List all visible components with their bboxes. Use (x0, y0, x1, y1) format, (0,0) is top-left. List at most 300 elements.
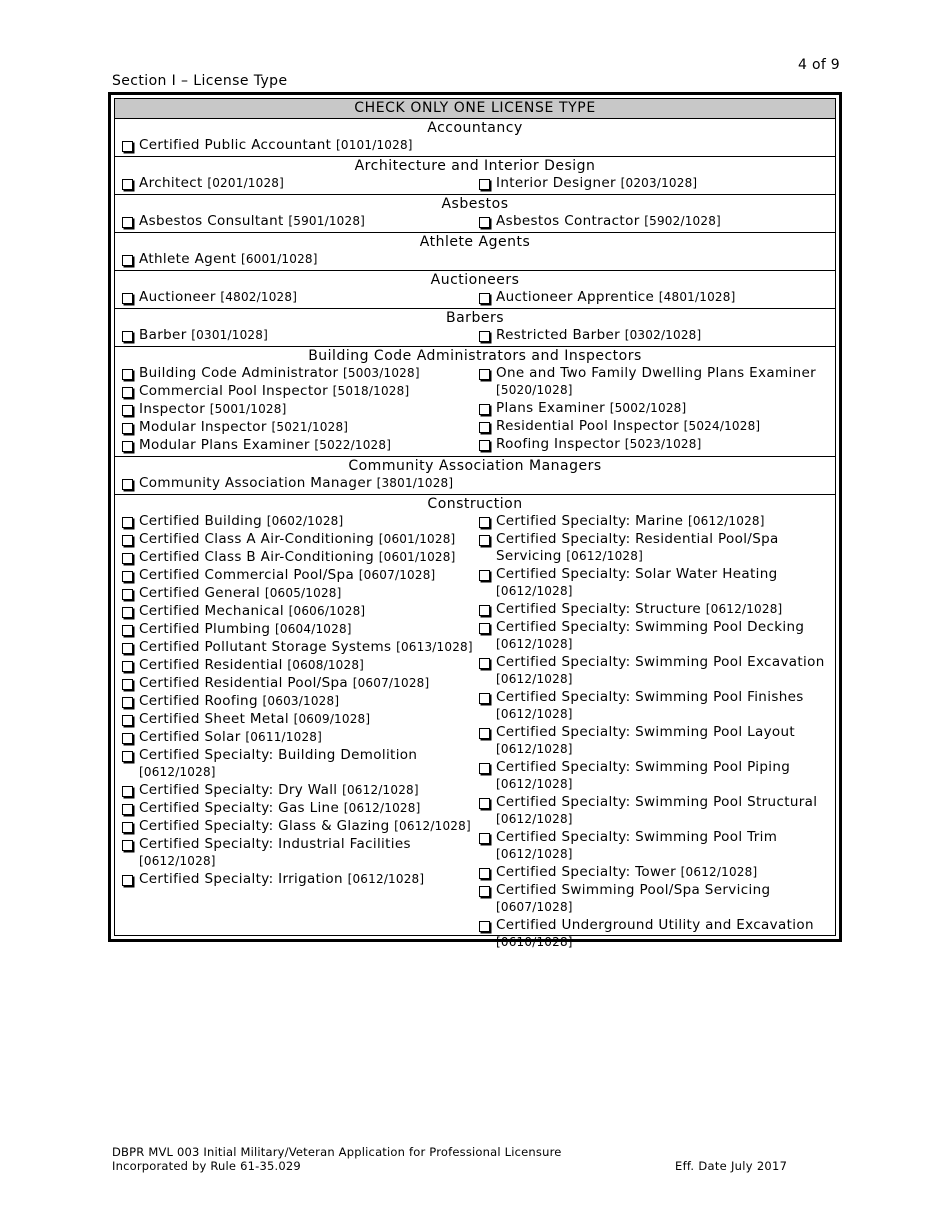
license-label: Certified Specialty: Gas Line (139, 800, 340, 816)
license-code: [0601/1028] (378, 532, 456, 546)
checkbox-icon[interactable] (479, 570, 490, 581)
license-code: [3801/1028] (376, 476, 454, 490)
group-title: Athlete Agents (419, 234, 531, 250)
column-left (115, 175, 478, 193)
license-code: [0604/1028] (275, 622, 352, 636)
license-code: [0607/1028] (496, 900, 573, 914)
license-option[interactable] (478, 213, 835, 230)
license-label: Certified Public Accountant (139, 137, 332, 153)
checkbox-icon[interactable] (479, 605, 490, 616)
license-code: [0612/1028] (496, 707, 573, 721)
license-code: [0302/1028] (624, 328, 702, 342)
license-label: Commercial Pool Inspector (139, 383, 328, 399)
license-option[interactable] (121, 657, 478, 674)
license-option-text (139, 603, 478, 620)
license-code: [0610/1028] (496, 935, 573, 949)
license-option[interactable] (478, 759, 835, 793)
license-label: Auctioneer (139, 289, 216, 305)
footer-rule: Incorporated by Rule 61-35.029 (112, 1159, 301, 1173)
license-option-text (496, 882, 835, 916)
footer-effective-date: Eff. Date July 2017 (675, 1159, 788, 1173)
checkbox-icon[interactable] (479, 658, 490, 669)
license-option[interactable] (121, 639, 478, 656)
checkbox-icon[interactable] (122, 840, 133, 851)
license-option[interactable] (121, 585, 478, 602)
license-code: [0602/1028] (266, 514, 344, 528)
license-option-text (139, 327, 478, 344)
license-label: Roofing Inspector (496, 436, 621, 452)
license-label: Certified Specialty: Marine (496, 513, 684, 529)
checkbox-icon[interactable] (122, 141, 133, 152)
group-title: Auctioneers (430, 272, 520, 288)
license-option-text (496, 566, 835, 600)
checkbox-icon[interactable] (479, 293, 490, 304)
license-code: [0203/1028] (620, 176, 698, 190)
license-code: [0613/1028] (396, 640, 473, 654)
license-code: [5021/1028] (271, 420, 349, 434)
license-option[interactable] (121, 327, 478, 344)
checkbox-icon[interactable] (122, 479, 133, 490)
checkbox-icon[interactable] (479, 517, 490, 528)
license-groups (115, 119, 835, 953)
license-option-text (139, 401, 478, 418)
section-title: Section I – License Type (112, 73, 288, 89)
license-option[interactable] (478, 436, 835, 453)
column-right (478, 137, 835, 155)
license-option[interactable] (478, 917, 835, 951)
license-option-text (139, 365, 478, 382)
license-option[interactable] (121, 383, 478, 400)
license-option-text (496, 759, 835, 793)
license-option-text (496, 531, 835, 565)
license-option[interactable] (121, 549, 478, 566)
license-option-text (139, 836, 478, 870)
license-option-text (139, 383, 478, 400)
license-option[interactable] (121, 365, 478, 382)
license-label: Certified Specialty: Dry Wall (139, 782, 338, 798)
license-label: Certified Building (139, 513, 263, 529)
license-label: Certified Specialty: Swimming Pool Finishes (496, 689, 804, 705)
checkbox-icon[interactable] (479, 763, 490, 774)
group-title: Barbers (446, 310, 504, 326)
license-label: Residential Pool Inspector (496, 418, 679, 434)
license-option[interactable] (478, 601, 835, 618)
license-code: [0608/1028] (287, 658, 365, 672)
license-option-text (139, 437, 478, 454)
license-type-table (114, 98, 836, 949)
license-option-text (139, 693, 478, 710)
license-code: [0612/1028] (394, 819, 471, 833)
license-option[interactable] (121, 800, 478, 817)
license-code: [5020/1028] (496, 383, 573, 397)
license-code: [0612/1028] (566, 549, 643, 563)
license-code: [0612/1028] (496, 637, 573, 651)
license-option[interactable] (478, 794, 835, 828)
checkbox-icon[interactable] (479, 833, 490, 844)
column-right (478, 213, 835, 231)
license-option-text (139, 729, 478, 746)
checkbox-icon[interactable] (479, 868, 490, 879)
column-left (115, 137, 478, 155)
license-option[interactable] (121, 137, 478, 154)
license-option-text (139, 675, 478, 692)
license-code: [5024/1028] (683, 419, 761, 433)
license-label: Certified Specialty: Irrigation (139, 871, 343, 887)
page-number: 4 of 9 (798, 57, 841, 73)
license-code: [0612/1028] (687, 514, 765, 528)
column-left (115, 327, 478, 345)
checkbox-icon[interactable] (122, 571, 133, 582)
license-code: [0606/1028] (288, 604, 366, 618)
license-option[interactable] (478, 864, 835, 881)
column-left (115, 213, 478, 231)
checkbox-icon[interactable] (479, 422, 490, 433)
license-label: Certified Pollutant Storage Systems (139, 639, 392, 655)
column-right (478, 365, 835, 455)
license-option[interactable] (121, 289, 478, 306)
license-option[interactable] (478, 619, 835, 653)
license-label: One and Two Family Dwelling Plans Examiner (496, 365, 817, 381)
license-option-text (496, 175, 835, 192)
checkbox-icon[interactable] (479, 798, 490, 809)
license-group-building (115, 347, 835, 457)
license-label: Certified Class B Air-Conditioning (139, 549, 375, 565)
checkbox-icon[interactable] (122, 589, 133, 600)
license-option[interactable] (478, 327, 835, 344)
column-right (478, 289, 835, 307)
checkbox-icon[interactable] (122, 535, 133, 546)
license-label: Barber (139, 327, 187, 343)
license-code: [5022/1028] (314, 438, 392, 452)
license-label: Inspector (139, 401, 206, 417)
license-option-text (496, 917, 835, 951)
license-label: Certified Underground Utility and Excavation (496, 917, 814, 933)
license-option-text (496, 654, 835, 688)
checkbox-icon[interactable] (122, 679, 133, 690)
license-option-text (139, 639, 478, 656)
license-option-text (139, 175, 478, 192)
group-title: Construction (427, 496, 523, 512)
checkbox-icon[interactable] (122, 423, 133, 434)
license-option[interactable] (121, 871, 478, 888)
checkbox-icon[interactable] (122, 643, 133, 654)
checkbox-icon[interactable] (122, 441, 133, 452)
license-label: Asbestos Contractor (496, 213, 640, 229)
license-option[interactable] (121, 419, 478, 436)
license-option-text (496, 724, 835, 758)
license-code: [0612/1028] (496, 742, 573, 756)
license-option[interactable] (121, 251, 478, 268)
license-code: [5901/1028] (288, 214, 366, 228)
license-option[interactable] (121, 747, 478, 781)
license-option-text (496, 327, 835, 344)
license-label: Certified Specialty: Swimming Pool Structural (496, 794, 818, 810)
form-header: CHECK ONLY ONE LICENSE TYPE (115, 99, 835, 119)
license-option[interactable] (121, 621, 478, 638)
checkbox-icon[interactable] (479, 623, 490, 634)
checkbox-icon[interactable] (122, 751, 133, 762)
license-option[interactable] (478, 513, 835, 530)
license-option[interactable] (121, 531, 478, 548)
checkbox-icon[interactable] (122, 387, 133, 398)
license-code: [0612/1028] (496, 777, 573, 791)
checkbox-icon[interactable] (122, 553, 133, 564)
license-code: [0201/1028] (207, 176, 285, 190)
license-option-text (139, 531, 478, 548)
license-option-text (496, 829, 835, 863)
license-option[interactable] (478, 654, 835, 688)
checkbox-icon[interactable] (122, 661, 133, 672)
license-option-text (139, 289, 478, 306)
checkbox-icon[interactable] (122, 217, 133, 228)
license-option[interactable] (478, 400, 835, 417)
license-option-text (139, 513, 478, 530)
license-label: Certified Mechanical (139, 603, 284, 619)
checkbox-icon[interactable] (479, 440, 490, 451)
license-option-text (139, 213, 478, 230)
license-code: [6001/1028] (240, 252, 318, 266)
group-columns (115, 475, 835, 493)
license-code: [5001/1028] (209, 402, 287, 416)
license-option[interactable] (478, 175, 835, 192)
license-option-text (139, 549, 478, 566)
license-label: Restricted Barber (496, 327, 621, 343)
license-code: [5902/1028] (644, 214, 721, 228)
license-label: Certified Plumbing (139, 621, 271, 637)
checkbox-icon[interactable] (122, 293, 133, 304)
license-option[interactable] (478, 829, 835, 863)
column-left (115, 513, 478, 952)
column-left (115, 289, 478, 307)
license-label: Certified Commercial Pool/Spa (139, 567, 355, 583)
license-code: [4802/1028] (220, 290, 298, 304)
license-option-text (496, 619, 835, 653)
license-group-accountancy (115, 119, 835, 157)
license-option[interactable] (121, 603, 478, 620)
license-option-text (496, 513, 835, 530)
license-code: [0612/1028] (496, 672, 573, 686)
license-option[interactable] (121, 213, 478, 230)
license-label: Architect (139, 175, 203, 191)
license-option-text (139, 711, 478, 728)
checkbox-icon[interactable] (122, 255, 133, 266)
column-left (115, 365, 478, 455)
group-columns (115, 327, 835, 345)
license-option[interactable] (121, 175, 478, 192)
footer-form-name: DBPR MVL 003 Initial Military/Veteran Application for Professional Licensure (112, 1145, 562, 1159)
checkbox-icon[interactable] (122, 822, 133, 833)
checkbox-icon[interactable] (122, 369, 133, 380)
license-option[interactable] (478, 289, 835, 306)
license-option-text (139, 782, 478, 799)
license-option[interactable] (478, 882, 835, 916)
license-option[interactable] (121, 711, 478, 728)
license-code: [0601/1028] (378, 550, 456, 564)
group-columns (115, 365, 835, 455)
license-label: Certified Residential Pool/Spa (139, 675, 349, 691)
license-code: [0609/1028] (293, 712, 371, 726)
column-right (478, 475, 835, 493)
license-code: [0607/1028] (352, 676, 430, 690)
license-option-text (496, 436, 835, 453)
checkbox-icon[interactable] (479, 369, 490, 380)
license-label: Athlete Agent (139, 251, 237, 267)
license-group-asbestos (115, 195, 835, 233)
license-label: Certified Specialty: Swimming Pool Piping (496, 759, 791, 775)
license-label: Building Code Administrator (139, 365, 339, 381)
license-code: [0612/1028] (496, 584, 573, 598)
license-option-text (139, 800, 478, 817)
license-code: [0612/1028] (496, 812, 573, 826)
license-option-text (139, 657, 478, 674)
license-label: Certified Sheet Metal (139, 711, 289, 727)
checkbox-icon[interactable] (122, 804, 133, 815)
checkbox-icon[interactable] (122, 517, 133, 528)
license-option-text (139, 419, 478, 436)
license-option-text (496, 689, 835, 723)
license-label: Certified Solar (139, 729, 241, 745)
license-option[interactable] (121, 729, 478, 746)
license-code: [0301/1028] (191, 328, 268, 342)
license-option[interactable] (121, 567, 478, 584)
checkbox-icon[interactable] (122, 607, 133, 618)
license-label: Certified Specialty: Swimming Pool Trim (496, 829, 778, 845)
license-option[interactable] (121, 782, 478, 799)
license-option[interactable] (121, 818, 478, 835)
checkbox-icon[interactable] (122, 715, 133, 726)
license-option-text (139, 621, 478, 638)
license-code: [0612/1028] (343, 801, 421, 815)
license-label: Certified Roofing (139, 693, 258, 709)
license-label: Certified Specialty: Glass & Glazing (139, 818, 390, 834)
group-columns (115, 213, 835, 231)
checkbox-icon[interactable] (479, 179, 490, 190)
column-left (115, 251, 478, 269)
license-type-form (108, 92, 842, 949)
license-label: Community Association Manager (139, 475, 372, 491)
license-label: Certified Class A Air-Conditioning (139, 531, 375, 547)
footer-left (112, 1145, 562, 1173)
license-option[interactable] (121, 475, 478, 492)
license-label: Certified Specialty: Solar Water Heating (496, 566, 778, 582)
license-label: Modular Inspector (139, 419, 267, 435)
checkbox-icon[interactable] (122, 697, 133, 708)
checkbox-icon[interactable] (122, 786, 133, 797)
license-label: Certified Specialty: Structure (496, 601, 702, 617)
license-option[interactable] (478, 365, 835, 399)
license-option-text (139, 747, 478, 781)
license-option[interactable] (121, 675, 478, 692)
license-option[interactable] (478, 724, 835, 758)
group-title: Accountancy (427, 120, 523, 136)
license-code: [0612/1028] (139, 765, 216, 779)
license-group-auctioneers (115, 271, 835, 309)
checkbox-icon[interactable] (479, 693, 490, 704)
checkbox-icon[interactable] (479, 331, 490, 342)
license-code: [5018/1028] (332, 384, 410, 398)
license-label: Certified Residential (139, 657, 283, 673)
license-option[interactable] (121, 836, 478, 870)
license-label: Auctioneer Apprentice (496, 289, 655, 305)
license-label: Asbestos Consultant (139, 213, 284, 229)
license-option-text (139, 871, 478, 888)
license-option-text (496, 601, 835, 618)
license-option[interactable] (121, 513, 478, 530)
license-label: Certified Swimming Pool/Spa Servicing (496, 882, 771, 898)
checkbox-icon[interactable] (122, 875, 133, 886)
license-code: [0607/1028] (358, 568, 436, 582)
group-title: Community Association Managers (348, 458, 602, 474)
license-option[interactable] (478, 531, 835, 565)
column-right (478, 327, 835, 345)
license-label: Modular Plans Examiner (139, 437, 310, 453)
checkbox-icon[interactable] (479, 217, 490, 228)
license-code: [0612/1028] (705, 602, 783, 616)
license-option-text (496, 400, 835, 417)
checkbox-icon[interactable] (122, 733, 133, 744)
license-option-text (139, 567, 478, 584)
license-label: Certified Specialty: Building Demolition (139, 747, 418, 763)
license-option-text (496, 289, 835, 306)
column-right (478, 251, 835, 269)
checkbox-icon[interactable] (479, 886, 490, 897)
checkbox-icon[interactable] (479, 921, 490, 932)
checkbox-icon[interactable] (479, 728, 490, 739)
license-option-text (139, 251, 478, 268)
license-code: [0603/1028] (262, 694, 340, 708)
license-group-athlete (115, 233, 835, 271)
license-option[interactable] (121, 401, 478, 418)
license-option[interactable] (121, 693, 478, 710)
group-title: Architecture and Interior Design (354, 158, 596, 174)
license-label: Certified Specialty: Swimming Pool Excavation (496, 654, 825, 670)
license-option-text (139, 585, 478, 602)
license-option[interactable] (121, 437, 478, 454)
license-option-text (496, 213, 835, 230)
license-option-text (496, 864, 835, 881)
license-option[interactable] (478, 418, 835, 435)
license-option-text (139, 818, 478, 835)
license-label: Plans Examiner (496, 400, 606, 416)
license-code: [0612/1028] (139, 854, 216, 868)
license-option[interactable] (478, 566, 835, 600)
checkbox-icon[interactable] (122, 331, 133, 342)
license-group-construction (115, 495, 835, 953)
license-option[interactable] (478, 689, 835, 723)
license-code: [5003/1028] (343, 366, 420, 380)
license-code: [4801/1028] (658, 290, 736, 304)
checkbox-icon[interactable] (122, 625, 133, 636)
license-group-architecture (115, 157, 835, 195)
checkbox-icon[interactable] (122, 405, 133, 416)
group-columns (115, 251, 835, 269)
license-code: [0101/1028] (335, 138, 413, 152)
license-code: [5002/1028] (609, 401, 687, 415)
checkbox-icon[interactable] (479, 404, 490, 415)
checkbox-icon[interactable] (122, 179, 133, 190)
license-code: [0612/1028] (347, 872, 425, 886)
column-right (478, 175, 835, 193)
license-code: [0612/1028] (342, 783, 419, 797)
license-code: [0612/1028] (496, 847, 573, 861)
column-right (478, 513, 835, 952)
license-option-text (139, 137, 478, 154)
license-option-text (496, 365, 835, 399)
checkbox-icon[interactable] (479, 535, 490, 546)
license-label: Certified General (139, 585, 261, 601)
license-label: Interior Designer (496, 175, 616, 191)
license-code: [0612/1028] (680, 865, 758, 879)
